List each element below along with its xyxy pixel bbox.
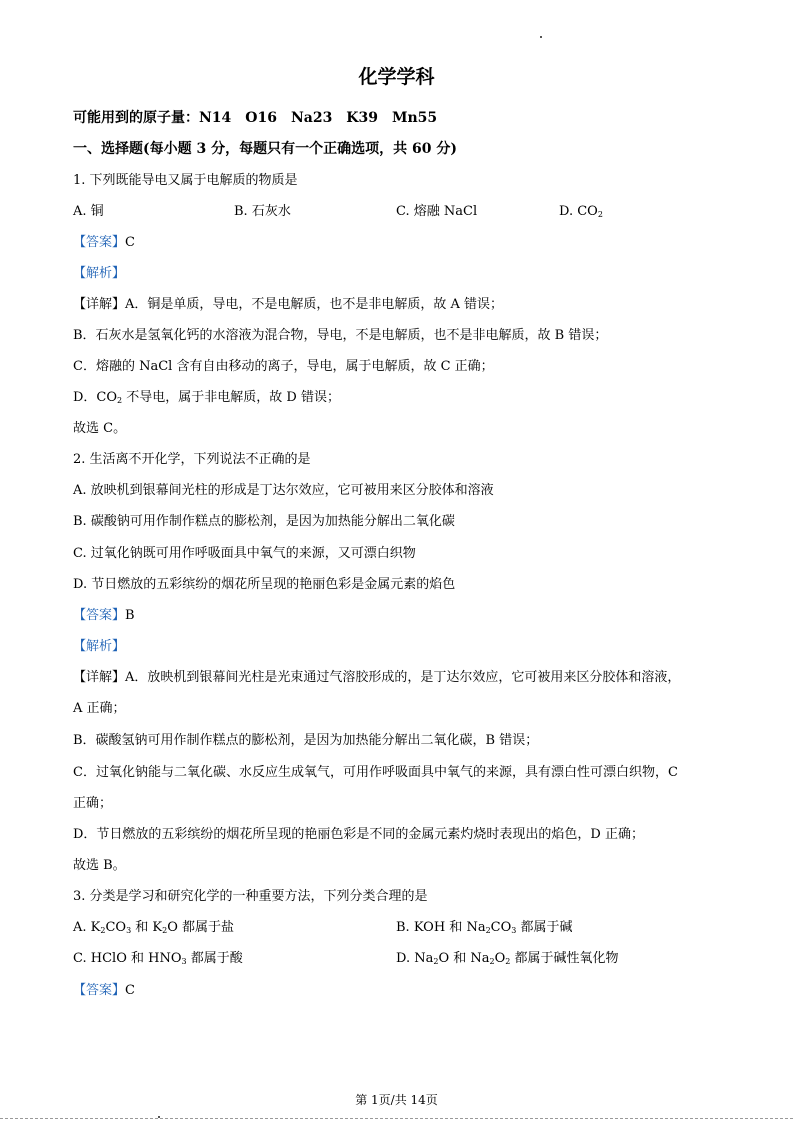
q1-analysis-tag: 【解析】 — [73, 266, 126, 281]
q1-option-a: A. 铜 — [73, 204, 104, 219]
q3-option-c: C. HClO 和 $HNO_3$ 都属于酸 — [73, 951, 243, 966]
answer-tag: 【答案】 — [73, 983, 126, 998]
q3-option-d: D. $Na_2O$ 和 $Na_2O_2$ 都属于碱性氧化物 — [396, 951, 619, 966]
q2-option-a: A. 放映机到银幕间光柱的形成是丁达尔效应，它可被用来区分胶体和溶液 — [73, 483, 494, 498]
top-speck — [540, 36, 542, 38]
answer-tag: 【答案】 — [73, 235, 126, 250]
page-divider — [0, 1118, 793, 1119]
q1-conclusion: 故选 C。 — [73, 421, 127, 436]
q1-detail-b: B．石灰水是氢氧化钙的水溶液为混合物，导电，不是电解质，也不是非电解质，故 B 错误； — [73, 328, 608, 343]
atomic-masses: 可能用到的原子量：N14 O16 Na23 K39 Mn55 — [73, 110, 438, 126]
q3-option-a: A. $K_2CO_3$ 和 $K_2O$ 都属于盐 — [73, 920, 235, 935]
q2-detail-c2: 正确； — [73, 796, 113, 811]
q2-option-d: D. 节日燃放的五彩缤纷的烟花所呈现的艳丽色彩是金属元素的焰色 — [73, 577, 456, 592]
q2-answer: 【答案】B — [73, 608, 135, 623]
q2-conclusion: 故选 B。 — [73, 858, 126, 873]
q2-option-c: C. 过氧化钠既可用作呼吸面具中氧气的来源，又可漂白织物 — [73, 546, 416, 561]
q2-stem: 2. 生活离不开化学，下列说法不正确的是 — [73, 452, 311, 467]
q1-option-d: D. $CO_2$ — [559, 204, 603, 219]
q2-detail-c1: C．过氧化钠能与二氧化碳、水反应生成氧气，可用作呼吸面具中氧气的来源，具有漂白性可漂白织物，C — [73, 765, 678, 780]
q3-option-b: B. KOH 和 $Na_2CO_3$ 都属于碱 — [396, 920, 573, 935]
q2-analysis-tag: 【解析】 — [73, 639, 126, 654]
q2-detail-b: B．碳酸氢钠可用作制作糕点的膨松剂，是因为加热能分解出二氧化碳，B 错误； — [73, 733, 539, 748]
q1-stem: 1. 下列既能导电又属于电解质的物质是 — [73, 173, 298, 188]
q1-detail-d: D．$CO_2$ 不导电，属于非电解质，故 D 错误； — [73, 390, 340, 405]
q3-stem: 3. 分类是学习和研究化学的一种重要方法，下列分类合理的是 — [73, 889, 428, 904]
q3-answer: 【答案】C — [73, 983, 135, 998]
answer-tag: 【答案】 — [73, 608, 126, 623]
q1-option-b: B. 石灰水 — [234, 204, 291, 219]
q1-detail-a: 【详解】A．铜是单质，导电，不是电解质，也不是非电解质，故 A 错误； — [73, 297, 504, 312]
page-footer: 第 1页/共 14页 — [355, 1093, 438, 1107]
q1-answer: 【答案】C — [73, 235, 135, 250]
section-heading: 一、选择题(每小题 3 分，每题只有一个正确选项，共 60 分) — [73, 141, 457, 157]
q2-option-b: B. 碳酸钠可用作制作糕点的膨松剂，是因为加热能分解出二氧化碳 — [73, 514, 455, 529]
q2-detail-a1: 【详解】A．放映机到银幕间光柱是光束通过气溶胶形成的，是丁达尔效应，它可被用来区分胶体和溶液， — [73, 670, 681, 685]
q2-detail-a2: A 正确； — [73, 701, 126, 716]
q1-detail-c: C．熔融的 NaCl 含有自由移动的离子，导电，属于电解质，故 C 正确； — [73, 359, 494, 374]
q1-option-c: C. 熔融 NaCl — [396, 204, 478, 219]
q2-detail-d: D．节日燃放的五彩缤纷的烟花所呈现的艳丽色彩是不同的金属元素灼烧时表现出的焰色，D 正确； — [73, 827, 644, 842]
page-title: 化学学科 — [358, 66, 435, 88]
